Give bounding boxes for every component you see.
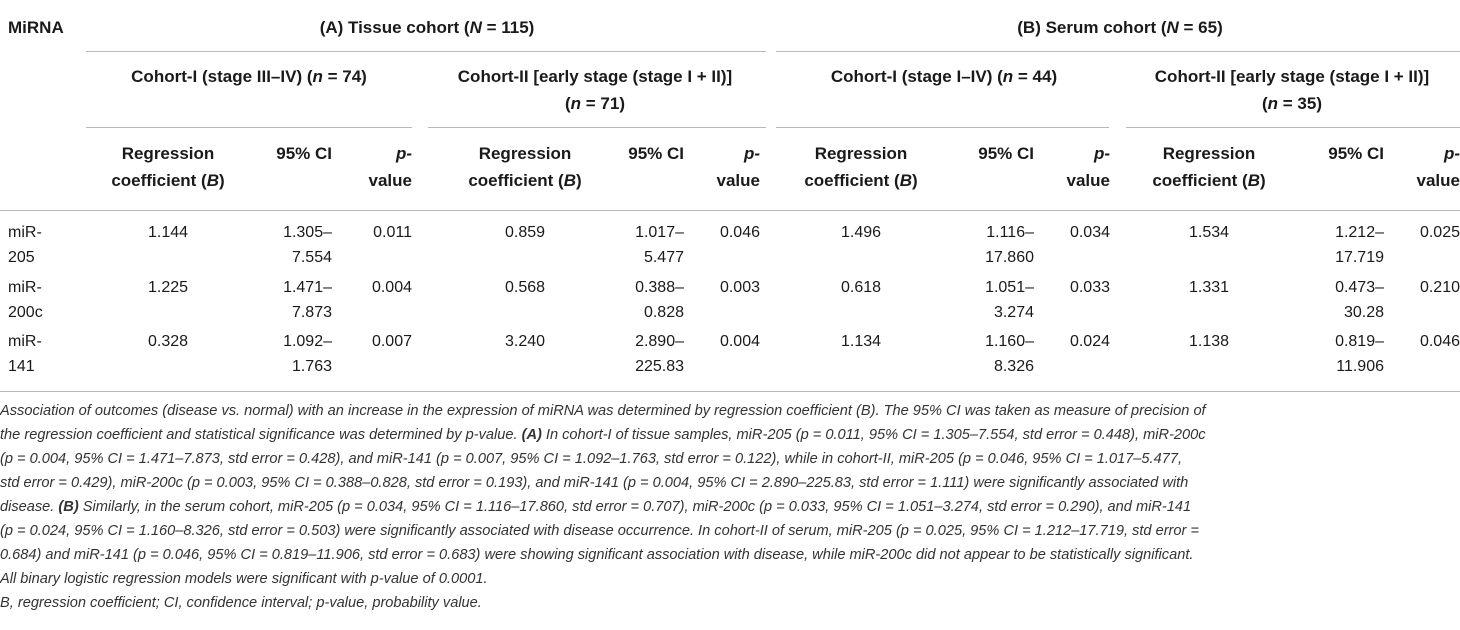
tissue-cohort-1-rule [86,127,412,128]
regression-header-line-2-post: ) [912,171,918,190]
mirna-name-line-2: 205 [8,249,35,266]
regression-header-b: B [206,171,219,190]
regression-coefficient-value: 0.618 [840,279,882,296]
p-value-header [342,140,412,194]
ci-value-line-1: 1.017– [635,224,684,241]
regression-coefficient-value: 1.138 [1188,333,1230,350]
ci-value [1274,275,1384,325]
p-value-header-line-2: value [716,171,760,190]
ci-value-line-2: 8.326 [993,358,1034,375]
ci-header: 95% CI [1328,144,1384,163]
footnote-line-8: All binary logistic regression models were significant with p-value of 0.0001. [0,571,488,587]
p-value: 0.046 [1419,333,1460,350]
ci-value [222,329,332,379]
footnote-line-3: (p = 0.004, 95% CI = 1.471–7.873, std error = 0.428), and miR-141 (p = 0.007, 95% CI = 1.092–1.763, std error = 0.122), while in cohort-II, miR-205 (p = 0.046, 95% CI = 1.017–5.477, [0,451,1183,467]
tissue-cohort-2-header: Cohort-II [early stage (stage I + II)] (n = 71) [457,67,733,113]
regression-header-line-1: Regression [121,144,215,163]
ci-value-line-1: 1.116– [986,224,1034,241]
regression-header-line-2-post: ) [576,171,582,190]
ci-header: 95% CI [628,144,684,163]
regression-coefficient-value: 1.331 [1188,279,1230,296]
serum-cohort-1-header: Cohort-I (stage I–IV) (n = 44) [830,67,1058,86]
ci-value [1274,220,1384,270]
ci-value-line-1: 0.819– [1335,333,1384,350]
footnote-line-4: std error = 0.429), miR-200c (p = 0.003, 95% CI = 0.388–0.828, std error = 0.193), and miR-141 (p = 0.004, 95% CI = 2.890–225.83, std error = 1.111) were significantly associated with [0,475,1189,491]
ci-value-line-1: 0.473– [1335,279,1384,296]
ci-value [222,275,332,325]
tissue-cohort-1-header: Cohort-I (stage III–IV) (n = 74) [131,67,367,86]
p-value: 0.033 [1069,279,1110,296]
serum-cohort-2-header: Cohort-II [early stage (stage I + II)] (n = 35) [1154,67,1430,113]
p-value-header-line-2: value [1066,171,1110,190]
regression-coefficient-value: 0.859 [504,224,546,241]
ci-value [924,275,1034,325]
tissue-header-rule [86,51,766,52]
ci-value-line-2: 1.763 [291,358,332,375]
regression-header-line-2-pre: coefficient ( [804,171,900,190]
footnote-line-5: disease. (B) Similarly, in the serum cohort, miR-205 (p = 0.034, 95% CI = 1.116–17.860, std error = 0.707), miR-200c (p = 0.033, 95% CI = 1.051–3.274, std error = 0.290), and miR-141 [0,499,1192,515]
p-value-header-line-1: p- [1093,144,1110,163]
regression-header-b: B [1247,171,1260,190]
footnote-abbreviations: B, regression coefficient; CI, confidence interval; p-value, probability value. [0,595,482,611]
regression-header-line-2-pre: coefficient ( [111,171,207,190]
regression-coefficient-value: 1.496 [840,224,882,241]
header-bottom-rule [0,210,1460,211]
ci-header: 95% CI [276,144,332,163]
ci-value [1274,329,1384,379]
mirna-name-line-1: miR- [8,333,42,350]
mirna-name [8,275,43,325]
ci-value-line-1: 1.471– [283,279,332,296]
ci-value [574,329,684,379]
ci-value-line-1: 1.212– [1335,224,1384,241]
regression-header-line-1: Regression [1162,144,1256,163]
ci-value [222,220,332,270]
mirna-name [8,220,42,270]
regression-coefficient-value: 3.240 [504,333,546,350]
regression-header-line-2-post: ) [219,171,225,190]
footnote-line-6: (p = 0.024, 95% CI = 1.160–8.326, std error = 0.503) were significantly associated with disease occurrence. In cohort-II of serum, miR-205 (p = 0.025, 95% CI = 1.212–17.719, std error = [0,523,1199,539]
ci-value-line-2: 225.83 [635,358,684,375]
mirna-name-line-2: 141 [8,358,35,375]
ci-header: 95% CI [978,144,1034,163]
ci-value [924,329,1034,379]
regression-header-line-2-post: ) [1260,171,1266,190]
ci-value-line-2: 3.274 [993,304,1034,321]
ci-value [574,275,684,325]
ci-value-line-2: 30.28 [1343,304,1384,321]
mirna-name [8,329,42,379]
mirna-header: MiRNA [8,18,64,37]
regression-coefficient-value: 1.225 [147,279,189,296]
tissue-cohort-2-rule [428,127,766,128]
regression-header-line-1: Regression [814,144,908,163]
p-value: 0.210 [1419,279,1460,296]
footnote-line-2: the regression coefficient and statistical significance was determined by p-value. (A) In cohort-I of tissue samples, miR-205 (p = 0.011, 95% CI = 1.305–7.554, std error = 0.448), miR-200c [0,427,1206,443]
ci-value-line-1: 1.160– [985,333,1034,350]
p-value: 0.011 [373,224,412,241]
regression-coefficient-value: 0.568 [504,279,546,296]
ci-value-line-2: 0.828 [643,304,684,321]
p-value-header-line-2: value [368,171,412,190]
ci-value-line-2: 7.554 [291,249,332,266]
p-value-header [1390,140,1460,194]
regression-header-line-2-pre: coefficient ( [468,171,564,190]
ci-value-line-2: 5.477 [643,249,684,266]
p-value: 0.025 [1419,224,1460,241]
serum-cohort-1-rule [776,127,1109,128]
p-value-header-line-1: p- [395,144,412,163]
mirna-name-line-2: 200c [8,304,43,321]
table-bottom-rule [0,391,1460,392]
ci-value-line-2: 17.719 [1335,249,1384,266]
regression-header-line-2-pre: coefficient ( [1152,171,1248,190]
serum-cohort-header: (B) Serum cohort (N = 65) [1017,18,1223,37]
ci-value-line-1: 1.051– [985,279,1034,296]
serum-cohort-2-rule [1126,127,1460,128]
p-value: 0.004 [371,279,412,296]
footnote-line-1: Association of outcomes (disease vs. normal) with an increase in the expression of miRNA was determined by regression coefficient (B). The 95% CI was taken as measure of precision of [0,403,1206,419]
p-value: 0.003 [719,279,760,296]
regression-header-b: B [563,171,576,190]
p-value-header [690,140,760,194]
ci-value-line-1: 0.388– [635,279,684,296]
regression-coefficient-value: 1.534 [1188,224,1230,241]
regression-coefficient-value: 0.328 [147,333,189,350]
p-value: 0.004 [719,333,760,350]
regression-header-line-1: Regression [478,144,572,163]
footnote-line-7: 0.684) and miR-141 (p = 0.046, 95% CI = 0.819–11.906, std error = 0.683) were showing significant association with disease, while miR-200c did not appear to be statistically significant. [0,547,1194,563]
mirna-name-line-1: miR- [8,224,42,241]
ci-value-line-2: 11.906 [1336,358,1384,375]
ci-value [574,220,684,270]
ci-value-line-2: 17.860 [985,249,1034,266]
ci-value-line-1: 2.890– [635,333,684,350]
p-value: 0.046 [719,224,760,241]
ci-value-line-1: 1.305– [283,224,332,241]
regression-coefficient-header [1124,140,1294,194]
serum-header-rule [776,51,1460,52]
regression-coefficient-value: 1.144 [147,224,189,241]
ci-value-line-2: 7.873 [291,304,332,321]
p-value: 0.007 [371,333,412,350]
tissue-cohort-header: (A) Tissue cohort (N = 115) [319,18,535,37]
p-value: 0.024 [1069,333,1110,350]
ci-value [924,220,1034,270]
ci-value-line-1: 1.092– [283,333,332,350]
mirna-name-line-1: miR- [8,279,42,296]
regression-coefficient-header [776,140,946,194]
p-value: 0.034 [1069,224,1110,241]
p-value-header-line-1: p- [1443,144,1460,163]
regression-header-b: B [899,171,912,190]
p-value-header-line-2: value [1416,171,1460,190]
regression-coefficient-value: 1.134 [840,333,882,350]
p-value-header-line-1: p- [743,144,760,163]
p-value-header [1040,140,1110,194]
